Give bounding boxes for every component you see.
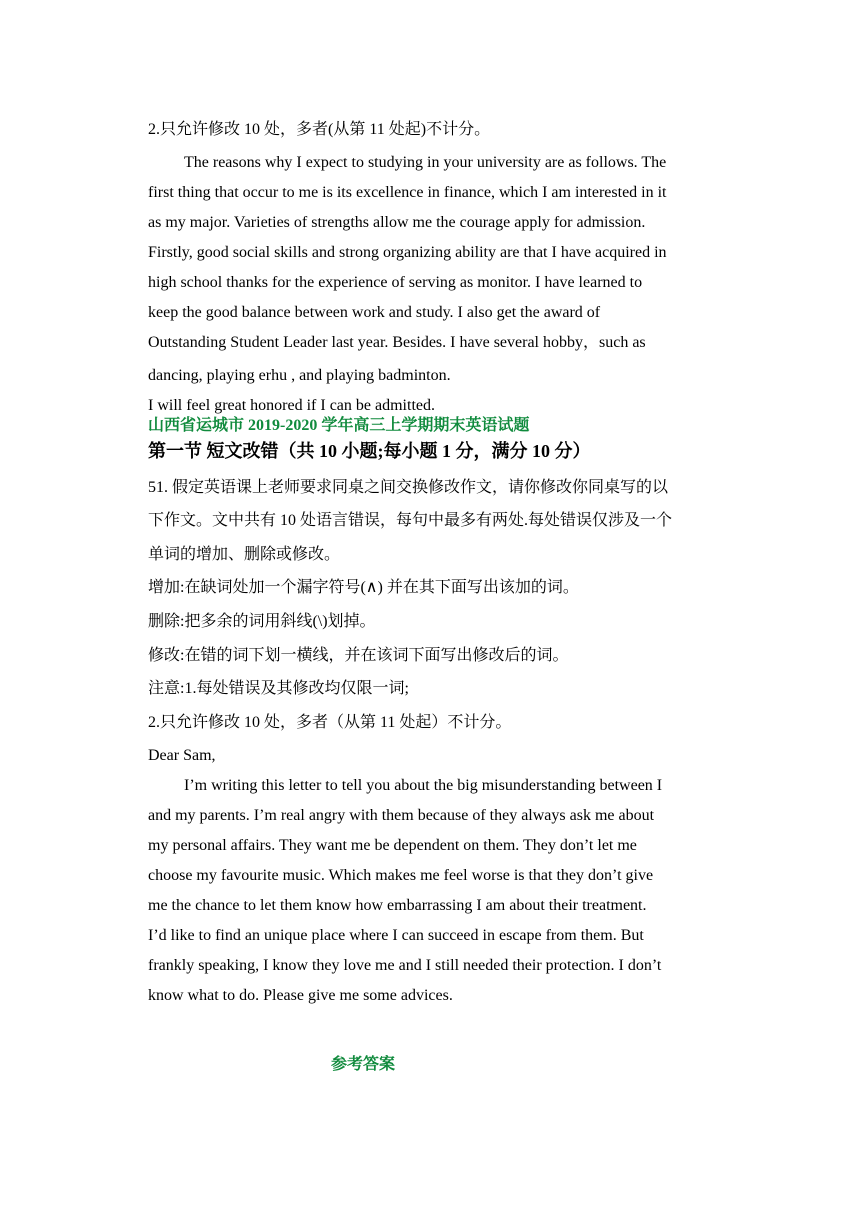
instruction-note-2: 2.只允许修改 10 处，多者（从第 11 处起）不计分。 [148, 714, 512, 731]
essay-line: as my major. Varieties of strengths allow me the courage apply for admission. [148, 214, 646, 231]
instruction-line: 单词的增加、删除或修改。 [148, 546, 341, 563]
letter-line: choose my favourite music. Which makes me feel worse is that they don’t give [148, 867, 654, 884]
essay-line: Outstanding Student Leader last year. Besides. I have several hobby，such as [148, 334, 646, 351]
essay-line: dancing, playing erhu , and playing badminton. [148, 367, 451, 384]
letter-line: I’d like to find an unique place where I can succeed in escape from them. But [148, 927, 644, 944]
essay-line: high school thanks for the experience of serving as monitor. I have learned to [148, 274, 643, 291]
rule-note-2: 2.只允许修改 10 处，多者(从第 11 处起)不计分。 [148, 121, 491, 138]
letter-line: frankly speaking, I know they love me and I still needed their protection. I don’t [148, 957, 662, 974]
instruction-delete: 删除:把多余的词用斜线(\)划掉。 [148, 613, 376, 630]
letter-line: and my parents. I’m real angry with them because of they always ask me about [148, 807, 655, 824]
essay-line: The reasons why I expect to studying in your university are as follows. The [184, 154, 667, 171]
essay-line: I will feel great honored if I can be admitted. [148, 397, 435, 414]
exam-source-title: 山西省运城市 2019-2020 学年高三上学期期末英语试题 [148, 417, 530, 434]
essay-line: Firstly, good social skills and strong organizing ability are that I have acquired in [148, 244, 667, 261]
letter-salutation: Dear Sam, [148, 747, 216, 764]
letter-line: my personal affairs. They want me be dependent on them. They don’t let me [148, 837, 637, 854]
instruction-line: 51. 假定英语课上老师要求同桌之间交换修改作文，请你修改你同桌写的以 [148, 479, 669, 496]
essay-line: first thing that occur to me is its excellence in finance, which I am interested in it [148, 184, 667, 201]
instruction-note-1: 注意:1.每处错误及其修改均仅限一词; [148, 680, 409, 697]
instruction-modify: 修改:在错的词下划一横线，并在该词下面写出修改后的词。 [148, 647, 569, 664]
instruction-line: 下作文。文中共有 10 处语言错误，每句中最多有两处.每处错误仅涉及一个 [148, 512, 673, 529]
answer-key-heading: 参考答案 [331, 1056, 396, 1073]
letter-line: know what to do. Please give me some advices. [148, 987, 453, 1004]
letter-line: I’m writing this letter to tell you about the big misunderstanding between I [184, 777, 663, 794]
essay-line: keep the good balance between work and study. I also get the award of [148, 304, 601, 321]
instruction-add: 增加:在缺词处加一个漏字符号(∧) 并在其下面写出该加的词。 [148, 579, 579, 596]
section-heading: 第一节 短文改错（共 10 小题;每小题 1 分，满分 10 分） [148, 441, 591, 461]
letter-line: me the chance to let them know how embarrassing I am about their treatment. [148, 897, 647, 914]
